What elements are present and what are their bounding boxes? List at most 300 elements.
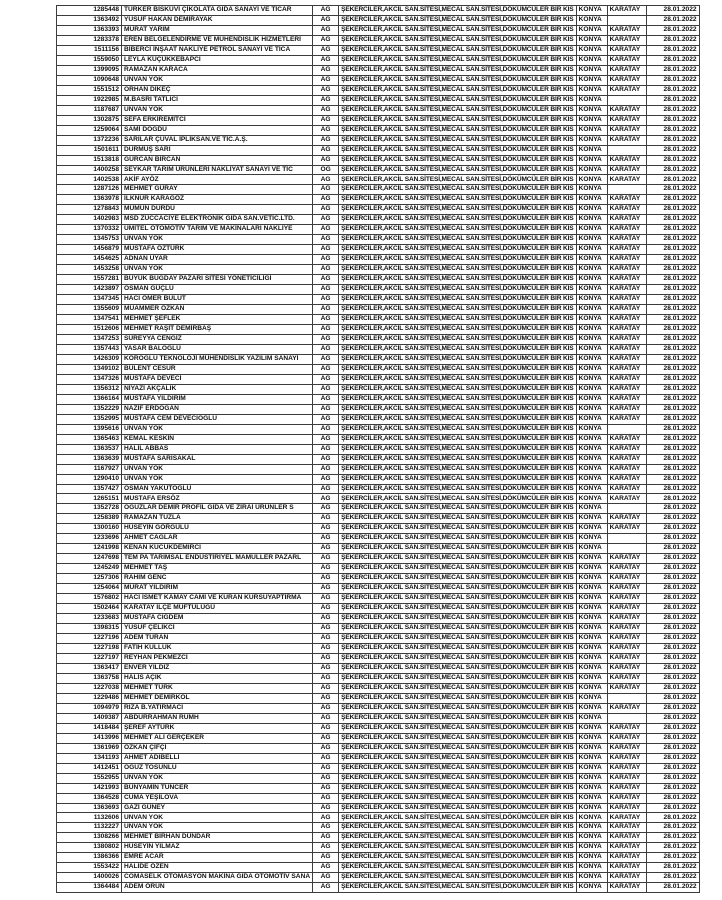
- name-cell: RIZA B.YATIRMACI: [122, 703, 313, 713]
- district-cell: KARATAY: [607, 125, 646, 135]
- table-row: [57, 504, 700, 514]
- date-cell: 28.01.2022: [646, 614, 699, 624]
- district-cell: KARATAY: [607, 564, 646, 574]
- site-cell: ŞEKERCİLER,AKCİL SAN.SİTESİ,MECAL SAN.SİTESİ,DÖKÜMCÜLER BİR KIS: [339, 464, 576, 474]
- table-row: [57, 853, 700, 863]
- type-cell: AG: [313, 394, 339, 404]
- type-cell: AG: [313, 15, 339, 25]
- name-cell: MUAMMER ÖZKAN: [122, 305, 313, 315]
- district-cell: KARATAY: [607, 325, 646, 335]
- city-cell: KONYA: [576, 544, 607, 554]
- site-cell: ŞEKERCİLER,AKCİL SAN.SİTESİ,MECAL SAN.SİTESİ,DÖKÜMCÜLER BİR KIS: [339, 863, 576, 873]
- type-cell: AG: [313, 115, 339, 125]
- table-row: [57, 424, 700, 434]
- site-cell: ŞEKERCİLER,AKCİL SAN.SİTESİ,MECAL SAN.SİTESİ,DÖKÜMCÜLER BİR KIS: [339, 733, 576, 743]
- date-cell: 28.01.2022: [646, 823, 699, 833]
- name-cell: AHMET CAGLAR: [122, 534, 313, 544]
- date-cell: 28.01.2022: [646, 75, 699, 85]
- district-cell: KARATAY: [607, 384, 646, 394]
- registry-id-cell: 1511156: [57, 45, 122, 55]
- site-cell: ŞEKERCİLER,AKCİL SAN.SİTESİ,MECAL SAN.SİTESİ,DÖKÜMCÜLER BİR KIS: [339, 195, 576, 205]
- site-cell: ŞEKERCİLER,AKCİL SAN.SİTESİ,MECAL SAN.SİTESİ,DÖKÜMCÜLER BİR KIS: [339, 175, 576, 185]
- registry-id-cell: 1552955: [57, 773, 122, 783]
- date-cell: 28.01.2022: [646, 833, 699, 843]
- district-cell: KARATAY: [607, 364, 646, 374]
- city-cell: KONYA: [576, 653, 607, 663]
- district-cell: KARATAY: [607, 604, 646, 614]
- name-cell: SARILAR ÇUVAL İPLİKSAN.VE TİC.A.Ş.: [122, 135, 313, 145]
- district-cell: [607, 424, 646, 434]
- name-cell: NAZİF ERDOĞAN: [122, 404, 313, 414]
- name-cell: UNVAN YOK: [122, 773, 313, 783]
- site-cell: ŞEKERCİLER,AKCİL SAN.SİTESİ,MECAL SAN.SİTESİ,DÖKÜMCÜLER BİR KIS: [339, 25, 576, 35]
- city-cell: KONYA: [576, 624, 607, 634]
- name-cell: YUSUF ÇELİKCİ: [122, 624, 313, 634]
- table-row: [57, 474, 700, 484]
- registry-id-cell: 1259064: [57, 125, 122, 135]
- registry-id-cell: 1347541: [57, 315, 122, 325]
- table-row: [57, 25, 700, 35]
- city-cell: KONYA: [576, 175, 607, 185]
- site-cell: ŞEKERCİLER,AKCİL SAN.SİTESİ,MECAL SAN.SİTESİ,DÖKÜMCÜLER BİR KIS: [339, 384, 576, 394]
- registry-id-cell: 1363693: [57, 803, 122, 813]
- date-cell: 28.01.2022: [646, 45, 699, 55]
- city-cell: KONYA: [576, 45, 607, 55]
- type-cell: AG: [313, 673, 339, 683]
- type-cell: AG: [313, 85, 339, 95]
- district-cell: KARATAY: [607, 65, 646, 75]
- name-cell: OĞUZ TOSUNLU: [122, 763, 313, 773]
- name-cell: GAZİ GÜNEY: [122, 803, 313, 813]
- registry-id-cell: 1363758: [57, 673, 122, 683]
- date-cell: 28.01.2022: [646, 514, 699, 524]
- registry-id-cell: 1287126: [57, 185, 122, 195]
- type-cell: AG: [313, 534, 339, 544]
- city-cell: KONYA: [576, 384, 607, 394]
- type-cell: AG: [313, 703, 339, 713]
- type-cell: AG: [313, 853, 339, 863]
- date-cell: 28.01.2022: [646, 444, 699, 454]
- site-cell: ŞEKERCİLER,AKCİL SAN.SİTESİ,MECAL SAN.SİTESİ,DÖKÜMCÜLER BİR KIS: [339, 424, 576, 434]
- district-cell: KARATAY: [607, 315, 646, 325]
- registry-id-cell: 1364484: [57, 883, 122, 893]
- district-cell: KARATAY: [607, 703, 646, 713]
- site-cell: ŞEKERCİLER,AKCİL SAN.SİTESİ,MECAL SAN.SİTESİ,DÖKÜMCÜLER BİR KIS: [339, 703, 576, 713]
- date-cell: 28.01.2022: [646, 494, 699, 504]
- registry-id-cell: 1363393: [57, 25, 122, 35]
- date-cell: 28.01.2022: [646, 693, 699, 703]
- type-cell: AG: [313, 803, 339, 813]
- date-cell: 28.01.2022: [646, 165, 699, 175]
- site-cell: ŞEKERCİLER,AKCİL SAN.SİTESİ,MECAL SAN.SİTESİ,DÖKÜMCÜLER BİR KIS: [339, 215, 576, 225]
- date-cell: 28.01.2022: [646, 225, 699, 235]
- name-cell: RAMAZAN KARACA: [122, 65, 313, 75]
- date-cell: 28.01.2022: [646, 205, 699, 215]
- registry-id-cell: 1352229: [57, 404, 122, 414]
- name-cell: UNVAN YOK: [122, 464, 313, 474]
- site-cell: ŞEKERCİLER,AKCİL SAN.SİTESİ,MECAL SAN.SİTESİ,DÖKÜMCÜLER BİR KIS: [339, 255, 576, 265]
- name-cell: CUMA YEŞİLOVA: [122, 793, 313, 803]
- registry-id-cell: 1227038: [57, 683, 122, 693]
- date-cell: 28.01.2022: [646, 245, 699, 255]
- district-cell: KARATAY: [607, 514, 646, 524]
- name-cell: UNVAN YOK: [122, 75, 313, 85]
- name-cell: MUSTAFA SARISAKAL: [122, 454, 313, 464]
- name-cell: MEHMET GÜRAY: [122, 185, 313, 195]
- district-cell: KARATAY: [607, 175, 646, 185]
- table-row: [57, 524, 700, 534]
- district-cell: KARATAY: [607, 334, 646, 344]
- registry-id-cell: 1366164: [57, 394, 122, 404]
- district-cell: KARATAY: [607, 165, 646, 175]
- type-cell: AG: [313, 25, 339, 35]
- date-cell: 28.01.2022: [646, 155, 699, 165]
- site-cell: ŞEKERCİLER,AKCİL SAN.SİTESİ,MECAL SAN.SİTESİ,DÖKÜMCÜLER BİR KIS: [339, 753, 576, 763]
- table-row: [57, 644, 700, 654]
- type-cell: AG: [313, 624, 339, 634]
- site-cell: ŞEKERCİLER,AKCİL SAN.SİTESİ,MECAL SAN.SİTESİ,DÖKÜMCÜLER BİR KIS: [339, 484, 576, 494]
- name-cell: AHMET ADIBELLİ: [122, 753, 313, 763]
- type-cell: AG: [313, 594, 339, 604]
- site-cell: ŞEKERCİLER,AKCİL SAN.SİTESİ,MECAL SAN.SİTESİ,DÖKÜMCÜLER BİR KIS: [339, 165, 576, 175]
- district-cell: KARATAY: [607, 205, 646, 215]
- city-cell: KONYA: [576, 295, 607, 305]
- table-row: [57, 85, 700, 95]
- date-cell: 28.01.2022: [646, 235, 699, 245]
- district-cell: [607, 544, 646, 554]
- type-cell: AG: [313, 873, 339, 883]
- city-cell: KONYA: [576, 285, 607, 295]
- date-cell: 28.01.2022: [646, 65, 699, 75]
- date-cell: 28.01.2022: [646, 384, 699, 394]
- name-cell: RAMAZAN TUZLA: [122, 514, 313, 524]
- registry-id-cell: 1363537: [57, 444, 122, 454]
- district-cell: KARATAY: [607, 115, 646, 125]
- table-row: [57, 35, 700, 45]
- table-row: [57, 843, 700, 853]
- site-cell: ŞEKERCİLER,AKCİL SAN.SİTESİ,MECAL SAN.SİTESİ,DÖKÜMCÜLER BİR KIS: [339, 285, 576, 295]
- table-row: [57, 265, 700, 275]
- city-cell: KONYA: [576, 534, 607, 544]
- city-cell: KONYA: [576, 145, 607, 155]
- city-cell: KONYA: [576, 195, 607, 205]
- district-cell: KARATAY: [607, 793, 646, 803]
- table-row: [57, 584, 700, 594]
- site-cell: ŞEKERCİLER,AKCİL SAN.SİTESİ,MECAL SAN.SİTESİ,DÖKÜMCÜLER BİR KIS: [339, 45, 576, 55]
- registry-id-cell: 1285448: [57, 6, 122, 16]
- type-cell: AG: [313, 554, 339, 564]
- site-cell: ŞEKERCİLER,AKCİL SAN.SİTESİ,MECAL SAN.SİTESİ,DÖKÜMCÜLER BİR KIS: [339, 663, 576, 673]
- table-row: [57, 95, 700, 105]
- name-cell: ŞEREF AYTÜRK: [122, 723, 313, 733]
- city-cell: KONYA: [576, 584, 607, 594]
- date-cell: 28.01.2022: [646, 524, 699, 534]
- table-row: [57, 803, 700, 813]
- name-cell: MUSTAFA CIGDEM: [122, 614, 313, 624]
- district-cell: KARATAY: [607, 215, 646, 225]
- registry-id-cell: 1559050: [57, 55, 122, 65]
- city-cell: KONYA: [576, 85, 607, 95]
- name-cell: MEHMET DEMİRKOL: [122, 693, 313, 703]
- date-cell: 28.01.2022: [646, 484, 699, 494]
- city-cell: KONYA: [576, 763, 607, 773]
- site-cell: ŞEKERCİLER,AKCİL SAN.SİTESİ,MECAL SAN.SİTESİ,DÖKÜMCÜLER BİR KIS: [339, 95, 576, 105]
- date-cell: 28.01.2022: [646, 354, 699, 364]
- table-row: [57, 65, 700, 75]
- registry-id-cell: 1456879: [57, 245, 122, 255]
- table-row: [57, 135, 700, 145]
- registry-id-cell: 1412451: [57, 763, 122, 773]
- table-row: [57, 484, 700, 494]
- registry-id-cell: 1247698: [57, 554, 122, 564]
- date-cell: 28.01.2022: [646, 594, 699, 604]
- district-cell: KARATAY: [607, 883, 646, 893]
- registry-table-body: [57, 6, 700, 893]
- type-cell: AG: [313, 145, 339, 155]
- date-cell: 28.01.2022: [646, 663, 699, 673]
- district-cell: KARATAY: [607, 245, 646, 255]
- type-cell: AG: [313, 604, 339, 614]
- registry-id-cell: 1254064: [57, 584, 122, 594]
- site-cell: ŞEKERCİLER,AKCİL SAN.SİTESİ,MECAL SAN.SİTESİ,DÖKÜMCÜLER BİR KIS: [339, 325, 576, 335]
- city-cell: KONYA: [576, 115, 607, 125]
- type-cell: AG: [313, 175, 339, 185]
- site-cell: ŞEKERCİLER,AKCİL SAN.SİTESİ,MECAL SAN.SİTESİ,DÖKÜMCÜLER BİR KIS: [339, 713, 576, 723]
- district-cell: KARATAY: [607, 594, 646, 604]
- registry-id-cell: 1363492: [57, 15, 122, 25]
- date-cell: 28.01.2022: [646, 325, 699, 335]
- city-cell: KONYA: [576, 713, 607, 723]
- date-cell: 28.01.2022: [646, 743, 699, 753]
- table-row: [57, 733, 700, 743]
- district-cell: KARATAY: [607, 225, 646, 235]
- type-cell: AG: [313, 614, 339, 624]
- district-cell: KARATAY: [607, 285, 646, 295]
- date-cell: 28.01.2022: [646, 404, 699, 414]
- date-cell: 28.01.2022: [646, 793, 699, 803]
- city-cell: KONYA: [576, 125, 607, 135]
- registry-id-cell: 1229486: [57, 693, 122, 703]
- site-cell: ŞEKERCİLER,AKCİL SAN.SİTESİ,MECAL SAN.SİTESİ,DÖKÜMCÜLER BİR KIS: [339, 6, 576, 16]
- district-cell: [607, 95, 646, 105]
- type-cell: AG: [313, 883, 339, 893]
- site-cell: ŞEKERCİLER,AKCİL SAN.SİTESİ,MECAL SAN.SİTESİ,DÖKÜMCÜLER BİR KIS: [339, 35, 576, 45]
- registry-id-cell: 1413996: [57, 733, 122, 743]
- type-cell: AG: [313, 474, 339, 484]
- city-cell: KONYA: [576, 873, 607, 883]
- table-row: [57, 783, 700, 793]
- city-cell: KONYA: [576, 703, 607, 713]
- district-cell: KARATAY: [607, 25, 646, 35]
- type-cell: AG: [313, 683, 339, 693]
- site-cell: ŞEKERCİLER,AKCİL SAN.SİTESİ,MECAL SAN.SİTESİ,DÖKÜMCÜLER BİR KIS: [339, 295, 576, 305]
- district-cell: KARATAY: [607, 374, 646, 384]
- city-cell: KONYA: [576, 554, 607, 564]
- registry-id-cell: 1308266: [57, 833, 122, 843]
- site-cell: ŞEKERCİLER,AKCİL SAN.SİTESİ,MECAL SAN.SİTESİ,DÖKÜMCÜLER BİR KIS: [339, 823, 576, 833]
- name-cell: MURAT YARIM: [122, 25, 313, 35]
- district-cell: KARATAY: [607, 494, 646, 504]
- type-cell: AG: [313, 713, 339, 723]
- registry-id-cell: 1258389: [57, 514, 122, 524]
- date-cell: 28.01.2022: [646, 125, 699, 135]
- city-cell: KONYA: [576, 454, 607, 464]
- name-cell: KEMAL KESKİN: [122, 434, 313, 444]
- type-cell: AG: [313, 344, 339, 354]
- city-cell: KONYA: [576, 594, 607, 604]
- name-cell: HACI ÖMER BULUT: [122, 295, 313, 305]
- district-cell: KARATAY: [607, 853, 646, 863]
- name-cell: UNVAN YOK: [122, 265, 313, 275]
- city-cell: KONYA: [576, 604, 607, 614]
- table-row: [57, 185, 700, 195]
- name-cell: MEHMET TÜRK: [122, 683, 313, 693]
- date-cell: 28.01.2022: [646, 414, 699, 424]
- site-cell: ŞEKERCİLER,AKCİL SAN.SİTESİ,MECAL SAN.SİTESİ,DÖKÜMCÜLER BİR KIS: [339, 683, 576, 693]
- name-cell: OĞUZLAR DEMİR PROFİL GIDA VE ZİRAİ ÜRÜNLER S: [122, 504, 313, 514]
- type-cell: AG: [313, 125, 339, 135]
- city-cell: KONYA: [576, 474, 607, 484]
- site-cell: ŞEKERCİLER,AKCİL SAN.SİTESİ,MECAL SAN.SİTESİ,DÖKÜMCÜLER BİR KIS: [339, 723, 576, 733]
- type-cell: AG: [313, 215, 339, 225]
- site-cell: ŞEKERCİLER,AKCİL SAN.SİTESİ,MECAL SAN.SİTESİ,DÖKÜMCÜLER BİR KIS: [339, 394, 576, 404]
- site-cell: ŞEKERCİLER,AKCİL SAN.SİTESİ,MECAL SAN.SİTESİ,DÖKÜMCÜLER BİR KIS: [339, 135, 576, 145]
- registry-id-cell: 1300160: [57, 524, 122, 534]
- district-cell: [607, 504, 646, 514]
- type-cell: AG: [313, 285, 339, 295]
- city-cell: KONYA: [576, 255, 607, 265]
- name-cell: UNVAN YOK: [122, 474, 313, 484]
- city-cell: KONYA: [576, 305, 607, 315]
- type-cell: AG: [313, 653, 339, 663]
- date-cell: 28.01.2022: [646, 394, 699, 404]
- name-cell: YASAR BALOGLU: [122, 344, 313, 354]
- site-cell: ŞEKERCİLER,AKCİL SAN.SİTESİ,MECAL SAN.SİTESİ,DÖKÜMCÜLER BİR KIS: [339, 514, 576, 524]
- city-cell: KONYA: [576, 434, 607, 444]
- site-cell: ŞEKERCİLER,AKCİL SAN.SİTESİ,MECAL SAN.SİTESİ,DÖKÜMCÜLER BİR KIS: [339, 584, 576, 594]
- registry-id-cell: 1257306: [57, 574, 122, 584]
- registry-id-cell: 1364528: [57, 793, 122, 803]
- city-cell: KONYA: [576, 823, 607, 833]
- date-cell: 28.01.2022: [646, 574, 699, 584]
- type-cell: AG: [313, 105, 339, 115]
- site-cell: ŞEKERCİLER,AKCİL SAN.SİTESİ,MECAL SAN.SİTESİ,DÖKÜMCÜLER BİR KIS: [339, 434, 576, 444]
- district-cell: KARATAY: [607, 624, 646, 634]
- city-cell: KONYA: [576, 793, 607, 803]
- site-cell: ŞEKERCİLER,AKCİL SAN.SİTESİ,MECAL SAN.SİTESİ,DÖKÜMCÜLER BİR KIS: [339, 833, 576, 843]
- name-cell: ÖZKAN ÇİFÇİ: [122, 743, 313, 753]
- district-cell: KARATAY: [607, 85, 646, 95]
- type-cell: AG: [313, 693, 339, 703]
- registry-id-cell: 1361969: [57, 743, 122, 753]
- registry-id-cell: 1283378: [57, 35, 122, 45]
- site-cell: ŞEKERCİLER,AKCİL SAN.SİTESİ,MECAL SAN.SİTESİ,DÖKÜMCÜLER BİR KIS: [339, 225, 576, 235]
- city-cell: KONYA: [576, 95, 607, 105]
- table-row: [57, 574, 700, 584]
- registry-id-cell: 1233683: [57, 614, 122, 624]
- type-cell: AG: [313, 45, 339, 55]
- registry-id-cell: 1227196: [57, 634, 122, 644]
- name-cell: BÜLENT CESUR: [122, 364, 313, 374]
- site-cell: ŞEKERCİLER,AKCİL SAN.SİTESİ,MECAL SAN.SİTESİ,DÖKÜMCÜLER BİR KIS: [339, 185, 576, 195]
- district-cell: KARATAY: [607, 444, 646, 454]
- name-cell: MUSTAFA ERSÖZ: [122, 494, 313, 504]
- type-cell: AG: [313, 205, 339, 215]
- name-cell: BÜNYAMİN TUNCER: [122, 783, 313, 793]
- name-cell: ORHAN DİKEÇ: [122, 85, 313, 95]
- district-cell: KARATAY: [607, 813, 646, 823]
- table-row: [57, 175, 700, 185]
- district-cell: KARATAY: [607, 803, 646, 813]
- type-cell: AG: [313, 265, 339, 275]
- date-cell: 28.01.2022: [646, 773, 699, 783]
- table-row: [57, 883, 700, 893]
- name-cell: TÜRKER BİSKÜVİ ÇİKOLATA GIDA SANAYİ VE TİCAR: [122, 6, 313, 16]
- type-cell: AG: [313, 743, 339, 753]
- district-cell: KARATAY: [607, 35, 646, 45]
- district-cell: KARATAY: [607, 404, 646, 414]
- date-cell: 28.01.2022: [646, 95, 699, 105]
- name-cell: KENAN KUCUKDEMIRCI: [122, 544, 313, 554]
- city-cell: KONYA: [576, 6, 607, 16]
- date-cell: 28.01.2022: [646, 544, 699, 554]
- city-cell: KONYA: [576, 275, 607, 285]
- name-cell: UNVAN YOK: [122, 823, 313, 833]
- date-cell: 28.01.2022: [646, 175, 699, 185]
- city-cell: KONYA: [576, 55, 607, 65]
- district-cell: KARATAY: [607, 644, 646, 654]
- type-cell: AG: [313, 504, 339, 514]
- type-cell: AG: [313, 315, 339, 325]
- registry-id-cell: 1363417: [57, 663, 122, 673]
- registry-id-cell: 1347345: [57, 295, 122, 305]
- registry-id-cell: 1418484: [57, 723, 122, 733]
- site-cell: ŞEKERCİLER,AKCİL SAN.SİTESİ,MECAL SAN.SİTESİ,DÖKÜMCÜLER BİR KIS: [339, 544, 576, 554]
- type-cell: AG: [313, 255, 339, 265]
- city-cell: KONYA: [576, 185, 607, 195]
- table-row: [57, 673, 700, 683]
- district-cell: KARATAY: [607, 753, 646, 763]
- city-cell: KONYA: [576, 644, 607, 654]
- type-cell: AG: [313, 95, 339, 105]
- name-cell: UNVAN YOK: [122, 235, 313, 245]
- registry-id-cell: 1090648: [57, 75, 122, 85]
- city-cell: KONYA: [576, 853, 607, 863]
- table-row: [57, 315, 700, 325]
- city-cell: KONYA: [576, 344, 607, 354]
- registry-id-cell: 1513818: [57, 155, 122, 165]
- city-cell: KONYA: [576, 354, 607, 364]
- registry-id-cell: 1380802: [57, 843, 122, 853]
- date-cell: 28.01.2022: [646, 564, 699, 574]
- city-cell: KONYA: [576, 723, 607, 733]
- registry-id-cell: 1349102: [57, 364, 122, 374]
- table-row: [57, 713, 700, 723]
- date-cell: 28.01.2022: [646, 6, 699, 16]
- district-cell: KARATAY: [607, 823, 646, 833]
- district-cell: KARATAY: [607, 683, 646, 693]
- registry-id-cell: 1426309: [57, 354, 122, 364]
- table-row: [57, 275, 700, 285]
- city-cell: KONYA: [576, 813, 607, 823]
- registry-id-cell: 1352728: [57, 504, 122, 514]
- name-cell: UNVAN YOK: [122, 105, 313, 115]
- district-cell: KARATAY: [607, 275, 646, 285]
- registry-id-cell: 1356312: [57, 384, 122, 394]
- table-row: [57, 693, 700, 703]
- name-cell: ENVER YILDIZ: [122, 663, 313, 673]
- date-cell: 28.01.2022: [646, 85, 699, 95]
